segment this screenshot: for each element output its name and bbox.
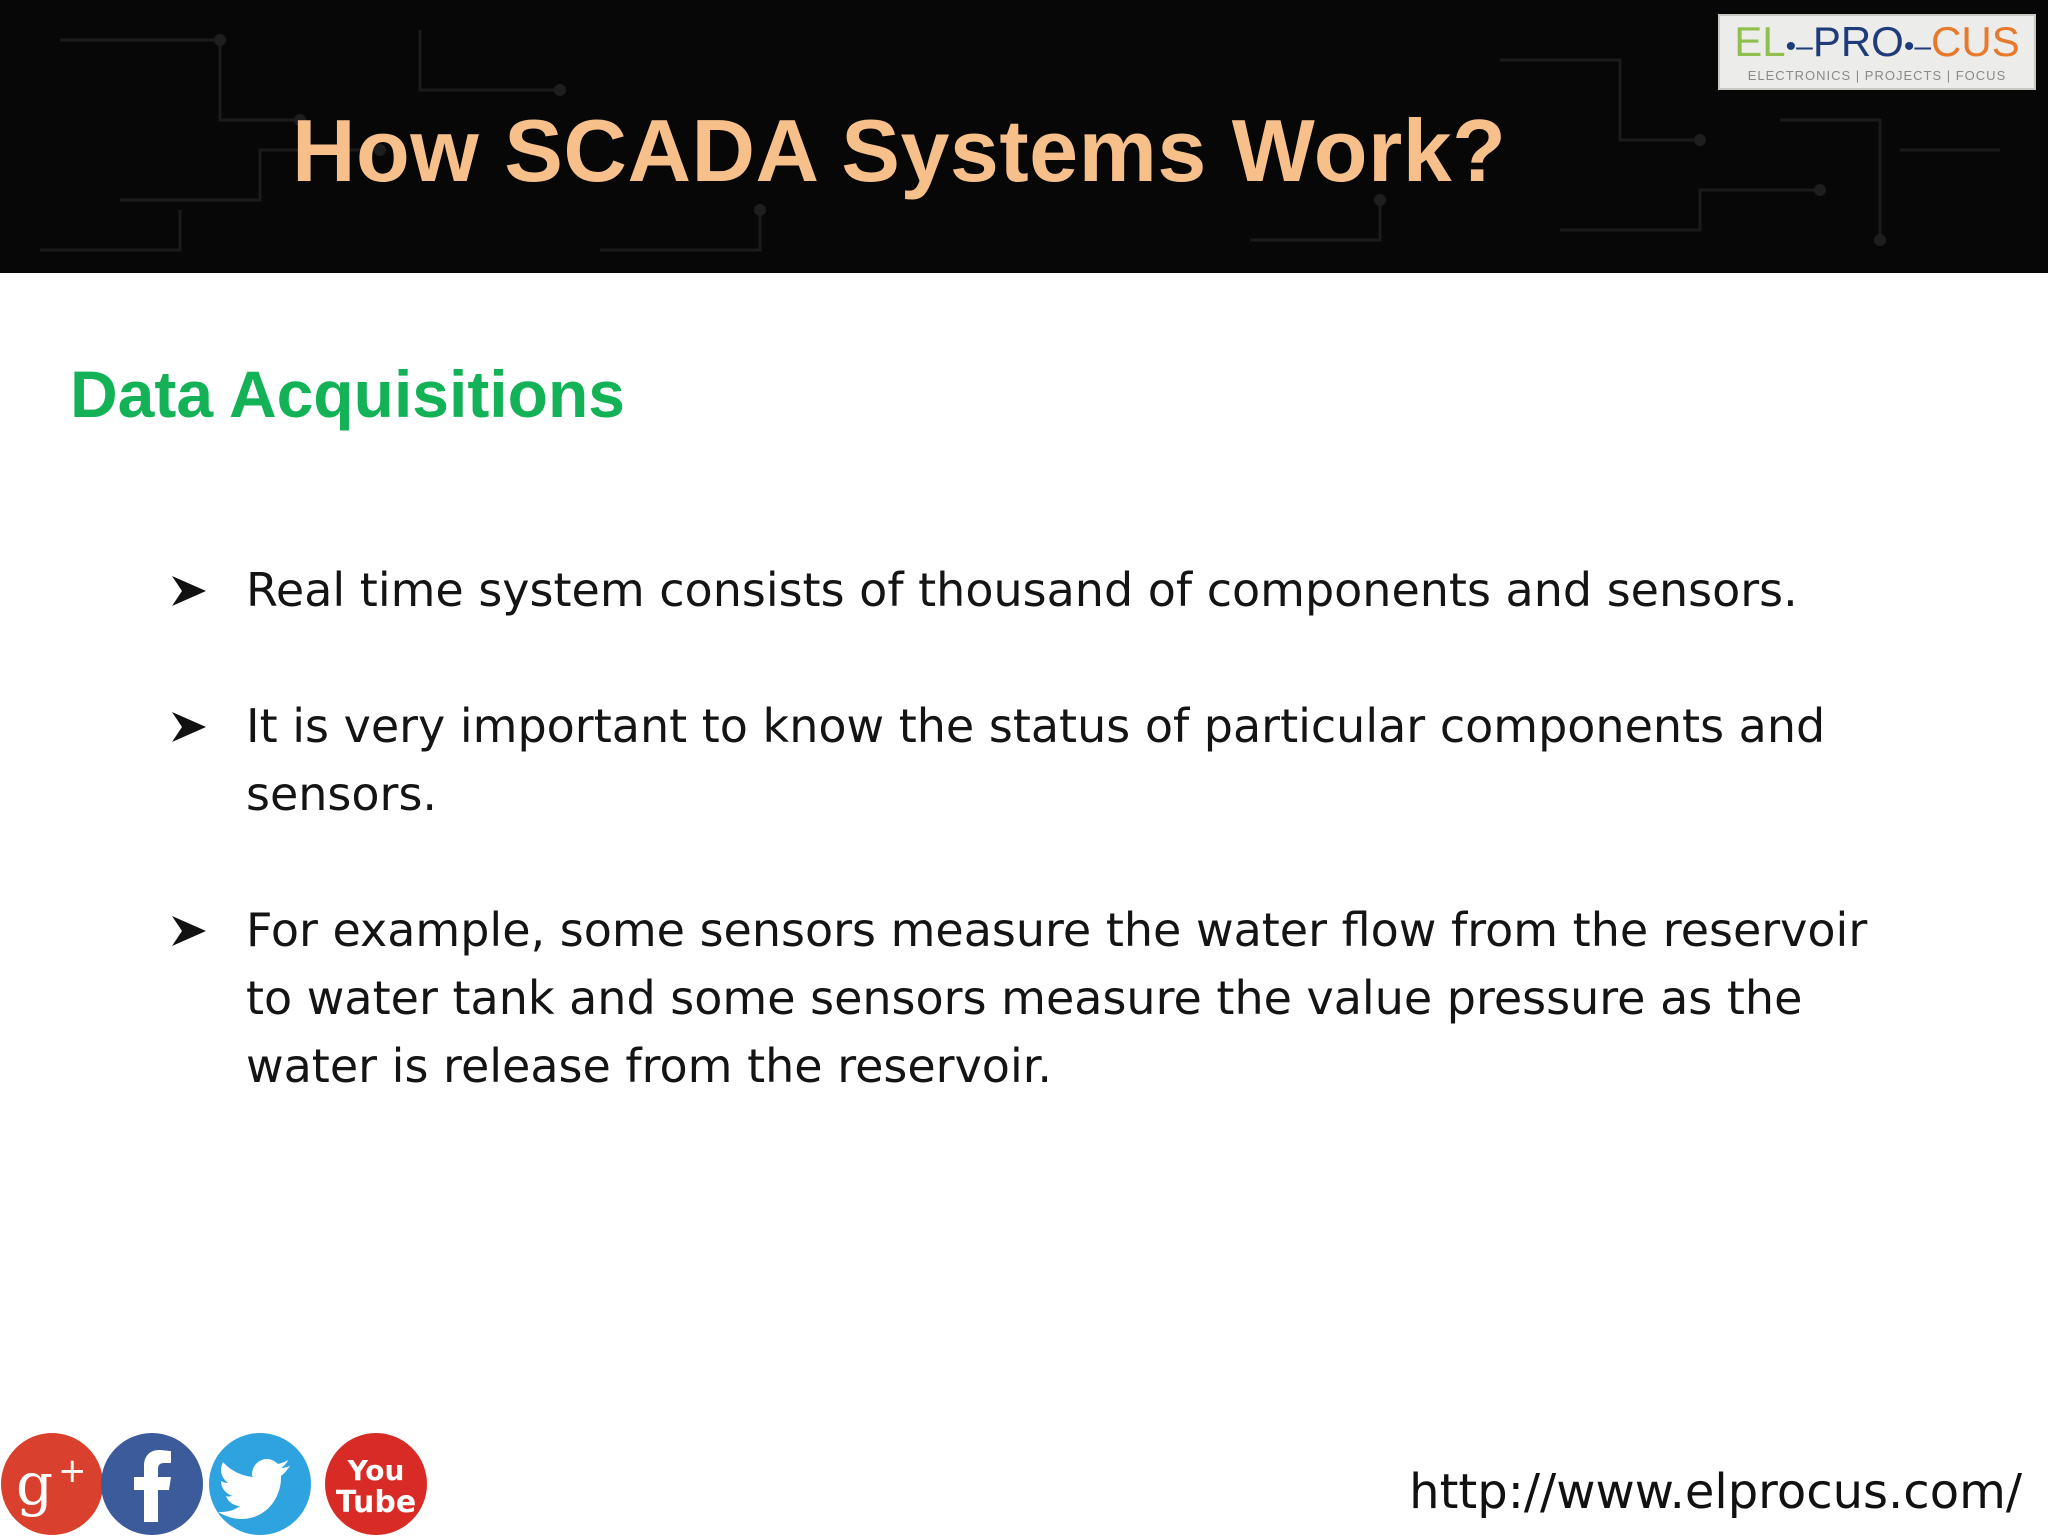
bullet-text: Real time system consists of thousand of components and sensors.: [246, 563, 1798, 617]
logo-tagline: ELECTRONICS | PROJECTS | FOCUS: [1747, 68, 2007, 83]
bullet-item: [170, 896, 1910, 1100]
youtube-label-top: You: [347, 1454, 405, 1487]
svg-text:g: g: [16, 1450, 54, 1518]
bullet-item: [170, 556, 1910, 624]
logo-arrow-icon: •–: [1903, 30, 1932, 63]
bullet-text: For example, some sensors measure the water flow from the reservoir to water tank and some sensors measure the value pressure as the water is release from the reservoir.: [246, 903, 1868, 1093]
youtube-icon[interactable]: [324, 1432, 428, 1536]
twitter-icon[interactable]: [208, 1432, 312, 1536]
bullet-list: [170, 556, 1910, 1168]
logo-part-cus: CUS: [1931, 18, 2020, 65]
website-url[interactable]: http://www.elprocus.com/: [1409, 1464, 2022, 1520]
logo-wordmark: [1720, 18, 2034, 71]
bullet-item: [170, 692, 1910, 828]
logo-part-pro: PRO: [1812, 18, 1904, 65]
logo-arrow-icon: •–: [1785, 30, 1813, 63]
section-subtitle: Data Acquisitions: [70, 357, 625, 431]
youtube-label-bottom: Tube: [335, 1485, 417, 1520]
facebook-icon[interactable]: [100, 1432, 204, 1536]
arrowhead-bullet-icon: [170, 574, 208, 608]
elprocus-logo: [1718, 14, 2036, 90]
google-plus-icon[interactable]: [0, 1432, 104, 1536]
bullet-text: It is very important to know the status of particular components and sensors.: [246, 699, 1826, 821]
svg-text:+: +: [58, 1451, 87, 1491]
logo-part-el: EL: [1734, 18, 1786, 65]
arrowhead-bullet-icon: [170, 710, 208, 744]
arrowhead-bullet-icon: [170, 914, 208, 948]
page-title: How SCADA Systems Work?: [292, 101, 1507, 200]
